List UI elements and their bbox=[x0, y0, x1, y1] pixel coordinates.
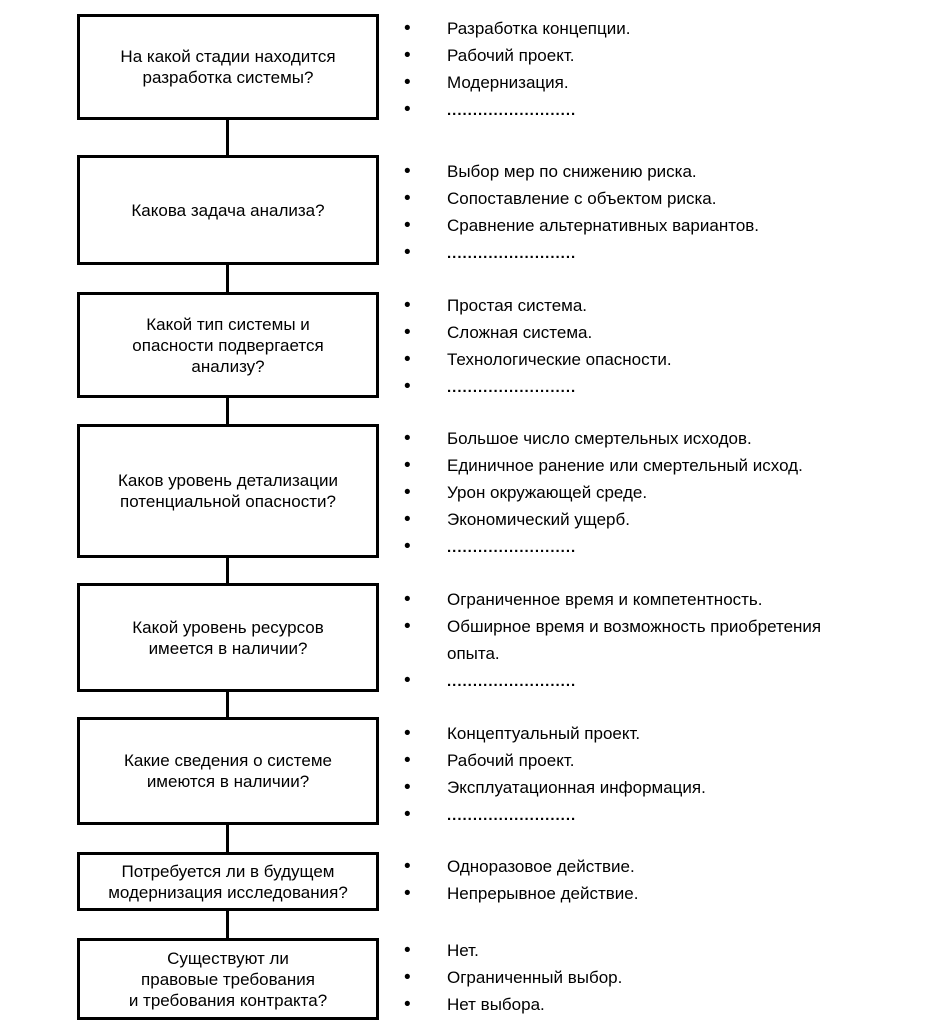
option-item bbox=[400, 69, 920, 96]
option-item bbox=[400, 964, 920, 991]
options-list bbox=[400, 720, 920, 829]
option-ellipsis: ......................... bbox=[447, 245, 577, 262]
bullet-icon: • bbox=[404, 45, 411, 66]
bullet-icon: • bbox=[404, 883, 411, 904]
bullet-icon: • bbox=[404, 940, 411, 961]
question-text: Какова задача анализа? bbox=[131, 200, 325, 220]
options-list bbox=[400, 292, 920, 401]
option-text: Модернизация. bbox=[447, 73, 569, 92]
option-item bbox=[400, 425, 920, 452]
options-list bbox=[400, 15, 920, 124]
options-list bbox=[400, 586, 920, 695]
options-list bbox=[400, 425, 920, 561]
option-text: Сравнение альтернативных вариантов. bbox=[447, 216, 760, 235]
question-text: Существуют ли правовые требования и требования контракта? bbox=[128, 948, 328, 1010]
option-ellipsis: ......................... bbox=[447, 539, 577, 556]
option-text: Концептуальный проект. bbox=[447, 724, 641, 743]
question-text: Потребуется ли в будущем модернизация исследования? bbox=[108, 861, 348, 902]
option-item bbox=[400, 747, 920, 774]
bullet-icon: • bbox=[404, 376, 411, 397]
question-box-legal-requirements bbox=[77, 938, 379, 1020]
bullet-icon: • bbox=[404, 777, 411, 798]
option-item bbox=[400, 319, 920, 346]
bullet-icon: • bbox=[404, 322, 411, 343]
option-item bbox=[400, 801, 920, 829]
option-text: Сопоставление с объектом риска. bbox=[447, 189, 717, 208]
options-list bbox=[400, 158, 920, 267]
option-item bbox=[400, 853, 920, 880]
option-item bbox=[400, 452, 920, 479]
bullet-icon: • bbox=[404, 349, 411, 370]
question-box-system-type bbox=[77, 292, 379, 398]
bullet-icon: • bbox=[404, 295, 411, 316]
option-text: Ограниченный выбор. bbox=[447, 968, 623, 987]
option-item bbox=[400, 212, 920, 239]
option-item bbox=[400, 292, 920, 319]
bullet-icon: • bbox=[404, 482, 411, 503]
bullet-icon: • bbox=[404, 616, 411, 637]
connector bbox=[226, 556, 229, 584]
option-text: Одноразовое действие. bbox=[447, 857, 635, 876]
option-item bbox=[400, 42, 920, 69]
option-text: Сложная система. bbox=[447, 323, 593, 342]
option-item bbox=[400, 479, 920, 506]
bullet-icon: • bbox=[404, 536, 411, 557]
option-item bbox=[400, 96, 920, 124]
question-text: Какой уровень ресурсов имеется в наличии? bbox=[132, 617, 324, 658]
connector bbox=[226, 909, 229, 939]
bullet-icon: • bbox=[404, 994, 411, 1015]
bullet-icon: • bbox=[404, 804, 411, 825]
question-text: Какой тип системы и опасности подвергается анализу? bbox=[132, 314, 324, 376]
option-item bbox=[400, 239, 920, 267]
options-list bbox=[400, 853, 920, 907]
options-list bbox=[400, 937, 920, 1018]
option-text: Нет. bbox=[447, 941, 479, 960]
bullet-icon: • bbox=[404, 856, 411, 877]
option-text: Простая система. bbox=[447, 296, 588, 315]
question-box-resources bbox=[77, 583, 379, 692]
connector bbox=[226, 690, 229, 718]
option-item bbox=[400, 991, 920, 1018]
bullet-icon: • bbox=[404, 670, 411, 691]
bullet-icon: • bbox=[404, 509, 411, 530]
option-item bbox=[400, 15, 920, 42]
connector bbox=[226, 396, 229, 424]
bullet-icon: • bbox=[404, 161, 411, 182]
option-text: Обширное время и возможность приобретения опыта. bbox=[447, 617, 822, 663]
option-text: Нет выбора. bbox=[447, 995, 545, 1014]
option-item bbox=[400, 613, 920, 667]
bullet-icon: • bbox=[404, 99, 411, 120]
question-text: На какой стадии находится разработка системы? bbox=[120, 47, 336, 87]
question-box-analysis-task bbox=[77, 155, 379, 265]
option-ellipsis: ......................... bbox=[447, 379, 577, 396]
option-text: Непрерывное действие. bbox=[447, 884, 639, 903]
option-text: Урон окружающей среде. bbox=[447, 483, 648, 502]
option-item bbox=[400, 158, 920, 185]
option-item bbox=[400, 667, 920, 695]
option-text: Технологические опасности. bbox=[447, 350, 672, 369]
option-text: Эксплуатационная информация. bbox=[447, 778, 706, 797]
connector bbox=[226, 263, 229, 293]
bullet-icon: • bbox=[404, 18, 411, 39]
option-text: Единичное ранение или смертельный исход. bbox=[447, 456, 803, 475]
option-item bbox=[400, 346, 920, 373]
bullet-icon: • bbox=[404, 750, 411, 771]
bullet-icon: • bbox=[404, 428, 411, 449]
bullet-icon: • bbox=[404, 242, 411, 263]
option-item bbox=[400, 506, 920, 533]
question-box-hazard-detail bbox=[77, 424, 379, 558]
question-text: Каков уровень детализации потенциальной опасности? bbox=[118, 471, 338, 511]
question-box-development-stage bbox=[77, 14, 379, 120]
question-box-future-update bbox=[77, 852, 379, 911]
option-text: Большое число смертельных исходов. bbox=[447, 429, 752, 448]
bullet-icon: • bbox=[404, 72, 411, 93]
bullet-icon: • bbox=[404, 188, 411, 209]
connector bbox=[226, 118, 229, 156]
option-ellipsis: ......................... bbox=[447, 807, 577, 824]
option-item bbox=[400, 533, 920, 561]
option-text: Разработка концепции. bbox=[447, 19, 631, 38]
option-item bbox=[400, 774, 920, 801]
option-item bbox=[400, 586, 920, 613]
option-text: Ограниченное время и компетентность. bbox=[447, 590, 763, 609]
connector bbox=[226, 823, 229, 853]
option-text: Рабочий проект. bbox=[447, 751, 575, 770]
bullet-icon: • bbox=[404, 723, 411, 744]
option-text: Рабочий проект. bbox=[447, 46, 575, 65]
option-item bbox=[400, 880, 920, 907]
question-box-system-info bbox=[77, 717, 379, 825]
bullet-icon: • bbox=[404, 967, 411, 988]
option-ellipsis: ......................... bbox=[447, 102, 577, 119]
option-item bbox=[400, 373, 920, 401]
option-ellipsis: ......................... bbox=[447, 673, 577, 690]
bullet-icon: • bbox=[404, 455, 411, 476]
option-item bbox=[400, 720, 920, 747]
question-text: Какие сведения о системе имеются в наличии? bbox=[124, 751, 332, 791]
bullet-icon: • bbox=[404, 589, 411, 610]
option-text: Экономический ущерб. bbox=[447, 510, 630, 529]
option-item bbox=[400, 937, 920, 964]
option-item bbox=[400, 185, 920, 212]
bullet-icon: • bbox=[404, 215, 411, 236]
option-text: Выбор мер по снижению риска. bbox=[447, 162, 697, 181]
